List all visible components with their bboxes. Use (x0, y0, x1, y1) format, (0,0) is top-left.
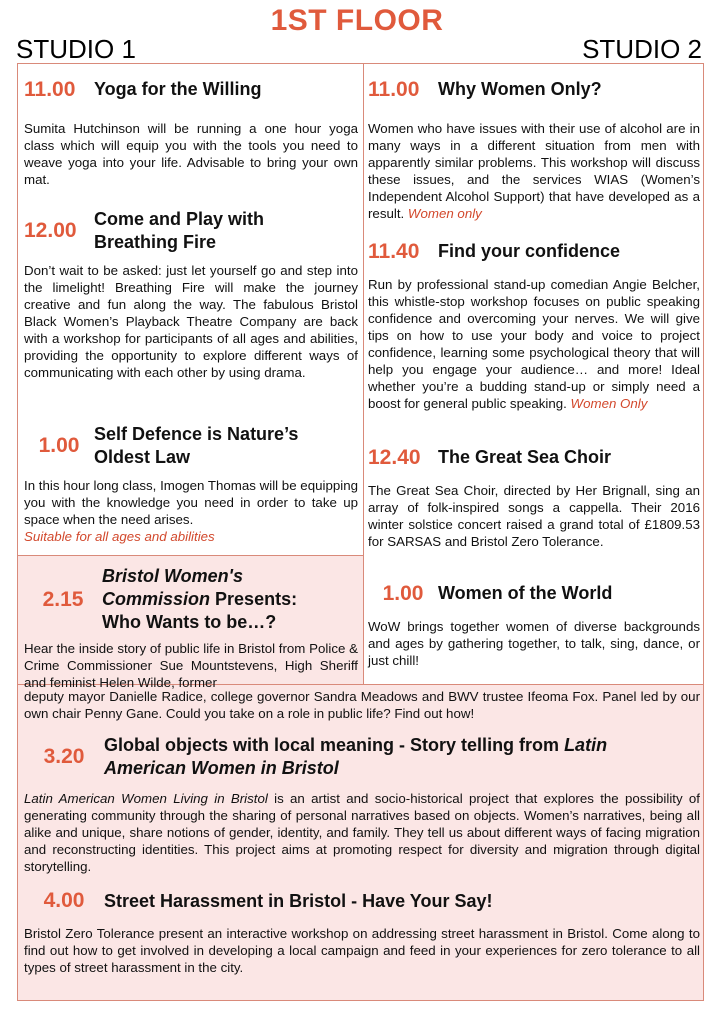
event-find-confidence (368, 240, 700, 412)
event-description: Don’t wait to be asked: just let yourself go and step into the limelight! Breathing Fire will make the journey creative and fun along the way. The fabulous Bristol Black Women’s Playback Theatre Company are back with a workshop for participants of all ages and abilities, providing the opportunity to explore different ways of communicating with each other by using drama. (24, 263, 358, 380)
event-title: Why Women Only? (438, 79, 602, 99)
event-title: Self Defence is Nature’s Oldest Law (94, 424, 299, 467)
event-description-wrap (24, 790, 700, 875)
event-great-sea-choir (368, 446, 700, 550)
event-women-of-the-world (368, 582, 700, 669)
event-street-harassment (24, 889, 700, 976)
event-yoga (24, 78, 358, 188)
event-title-italic: Bristol Women's Commission (102, 566, 243, 609)
event-title: Come and Play with Breathing Fire (94, 209, 265, 252)
event-description-wrap (24, 477, 358, 545)
pink-left-border (17, 555, 18, 685)
event-title (104, 734, 644, 780)
event-description-continued: deputy mayor Danielle Radice, college governor Sandra Meadows and BWV trustee Ifeoma Fox. Panel led by our own chair Penny Gane. Could you take on a role in public life? Find out how! (24, 689, 700, 721)
event-description: WoW brings together women of diverse backgrounds and ages by gathering together, to talk, sing, dance, or just chill! (368, 619, 700, 668)
event-description-wrap (368, 276, 700, 412)
event-time: 3.20 (43, 745, 85, 768)
event-womens-commission (24, 565, 358, 691)
event-time: 12.40 (368, 446, 421, 469)
event-time: 2.15 (42, 587, 84, 611)
event-title: Street Harassment in Bristol - Have Your Say! (104, 890, 493, 911)
event-description-wrap (368, 120, 700, 222)
studio-2-label: STUDIO 2 (582, 34, 702, 64)
event-time: 1.00 (38, 434, 80, 457)
event-description: Women who have issues with their use of alcohol are in many ways in a different situation from men with apparently similar problems. This workshop will discuss these issues, and the services WIAS (Women’s Independent Alcohol Support) that have developed as a result. (368, 121, 700, 221)
event-note: Suitable for all ages and abilities (24, 529, 215, 544)
event-time: 4.00 (43, 889, 85, 912)
event-description: The Great Sea Choir, directed by Her Brignall, sing an array of folk-inspired songs a cappella. Their 2016 winter solstice concert raised a grand total of £1809.53 for SARSAS and Bristol Zero Tolerance. (368, 483, 700, 549)
event-title: Yoga for the Willing (94, 79, 262, 99)
event-why-women-only (368, 78, 700, 222)
event-title-plain: Global objects with local meaning - Story telling from (104, 735, 565, 755)
event-time: 11.00 (24, 78, 76, 101)
event-time: 12.00 (24, 219, 77, 242)
event-latin-american (24, 734, 700, 875)
event-title: Women of the World (438, 583, 613, 603)
event-title-line2: Who Wants to be…? (102, 612, 277, 632)
event-title-rest: Presents: (210, 589, 298, 609)
studio-1-label: STUDIO 1 (16, 34, 136, 64)
event-title-italic: Latin American Women in Bristol (104, 735, 608, 778)
event-title: The Great Sea Choir (438, 447, 612, 467)
event-description: Sumita Hutchinson will be running a one hour yoga class which will equip you with the tools you need to weave yoga into your life. Advisable to bring your own mat. (24, 121, 358, 187)
event-description: In this hour long class, Imogen Thomas will be equipping you with the knowledge you need in order to take up space when the need arises. (24, 478, 358, 527)
event-time: 11.00 (368, 78, 420, 101)
event-description: Run by professional stand-up comedian Angie Belcher, this whistle-stop workshop focuses on public speaking confidence and overcoming your nerves. We will give tips on how to use your body and voice to project confidence, learning some psychological theory that will help you engage your audience… and more! Ideal whether you’re a budding stand-up or simply need a boost for general public speaking. (368, 277, 700, 411)
event-note: Women Only (570, 396, 648, 411)
event-title: Find your confidence (438, 241, 621, 261)
event-self-defence (24, 423, 358, 545)
floor-title: 1ST FLOOR (270, 4, 444, 37)
event-description-italic: Latin American Women Living in Bristol (24, 791, 268, 806)
event-note: Women only (407, 206, 482, 221)
event-time: 11.40 (368, 240, 420, 263)
event-description: Hear the inside story of public life in Bristol from Police & Crime Commissioner Sue Mountstevens, High Sheriff and feminist Helen Wilde, former (24, 641, 358, 690)
event-time: 1.00 (382, 582, 424, 605)
event-title (102, 565, 332, 634)
event-breathing-fire (24, 208, 358, 381)
event-description: is an artist and socio-historical project that explores the possibility of generating community through the sharing of personal narratives based on objects. Women’s narratives, being all alike and unique, share notions of gender, identity, and family. They tell us about different ways of facing migration and reconstructing identities. This project aims at promoting respect for diversity and migration through digital storytelling. (24, 791, 701, 874)
event-description: Bristol Zero Tolerance present an interactive workshop on addressing street harassment in Bristol. Come along to find out how to get involved in developing a local campaign and feed in your experiences for zero tolerance to all types of street harassment in the city. (24, 926, 700, 975)
